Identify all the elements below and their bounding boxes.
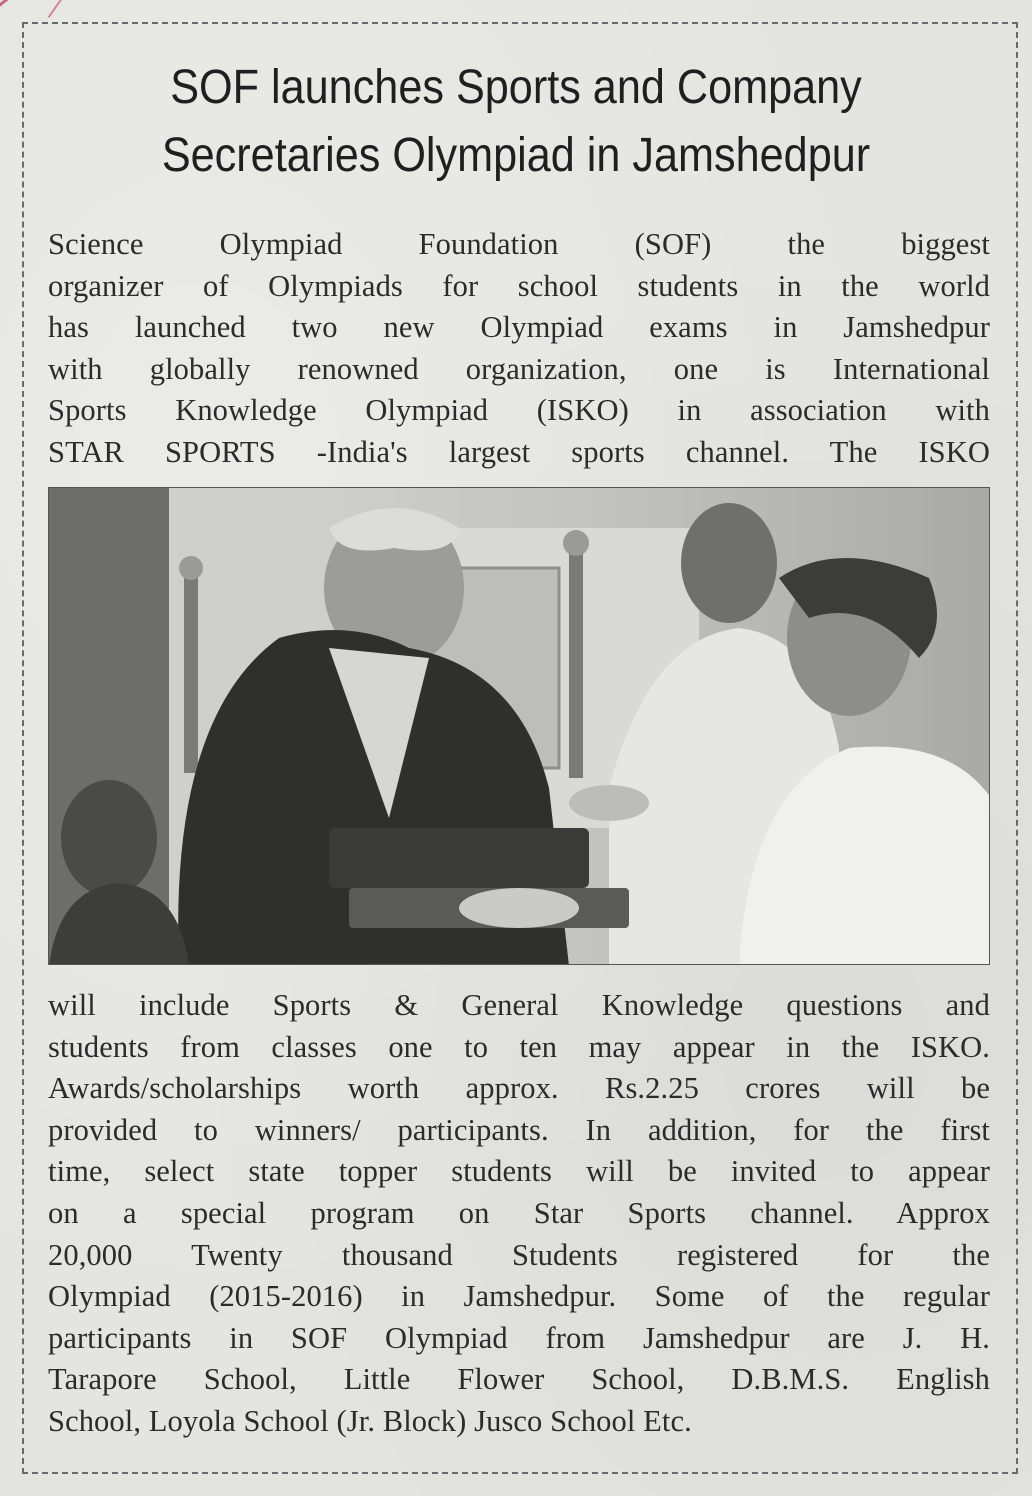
- text-line: Awards/scholarships worth approx. Rs.2.25 crores will be: [48, 1071, 990, 1106]
- text-line: Olympiad (2015-2016) in Jamshedpur. Some of the regular: [48, 1279, 990, 1314]
- text-line: STAR SPORTS -India's largest sports channel. The ISKO: [48, 434, 990, 469]
- text-line: School, Loyola School (Jr. Block) Jusco School Etc.: [48, 1403, 692, 1438]
- text-line: participants in SOF Olympiad from Jamshedpur are J. H.: [48, 1320, 990, 1355]
- article-paragraph-2: [48, 985, 990, 1443]
- article-paragraph-1: [48, 224, 990, 474]
- text-line: Tarapore School, Little Flower School, D.B.M.S. English: [48, 1362, 990, 1397]
- news-photo: [48, 487, 990, 965]
- headline-line-2: Secretaries Olympiad in Jamshedpur: [161, 129, 871, 182]
- photo-illustration: [49, 488, 990, 965]
- text-line: time, select state topper students will be invited to appear: [48, 1154, 990, 1189]
- text-line: organizer of Olympiads for school students in the world: [48, 268, 990, 303]
- text-line: with globally renowned organization, one is International: [48, 351, 990, 386]
- headline-line-1: SOF launches Sports and Company: [170, 61, 862, 114]
- text-line: Science Olympiad Foundation (SOF) the biggest: [48, 227, 990, 261]
- text-line: provided to winners/ participants. In addition, for the first: [48, 1112, 990, 1147]
- text-line: 20,000 Twenty thousand Students registered for the: [48, 1237, 990, 1272]
- text-line: will include Sports & General Knowledge questions and: [48, 988, 990, 1022]
- pen-mark: [48, 0, 73, 18]
- text-line: has launched two new Olympiad exams in Jamshedpur: [48, 310, 990, 345]
- text-line: Sports Knowledge Olympiad (ISKO) in association with: [48, 393, 990, 428]
- text-line: on a special program on Star Sports channel. Approx: [48, 1195, 990, 1230]
- headline: [88, 54, 945, 190]
- text-line: students from classes one to ten may appear in the ISKO.: [48, 1029, 990, 1064]
